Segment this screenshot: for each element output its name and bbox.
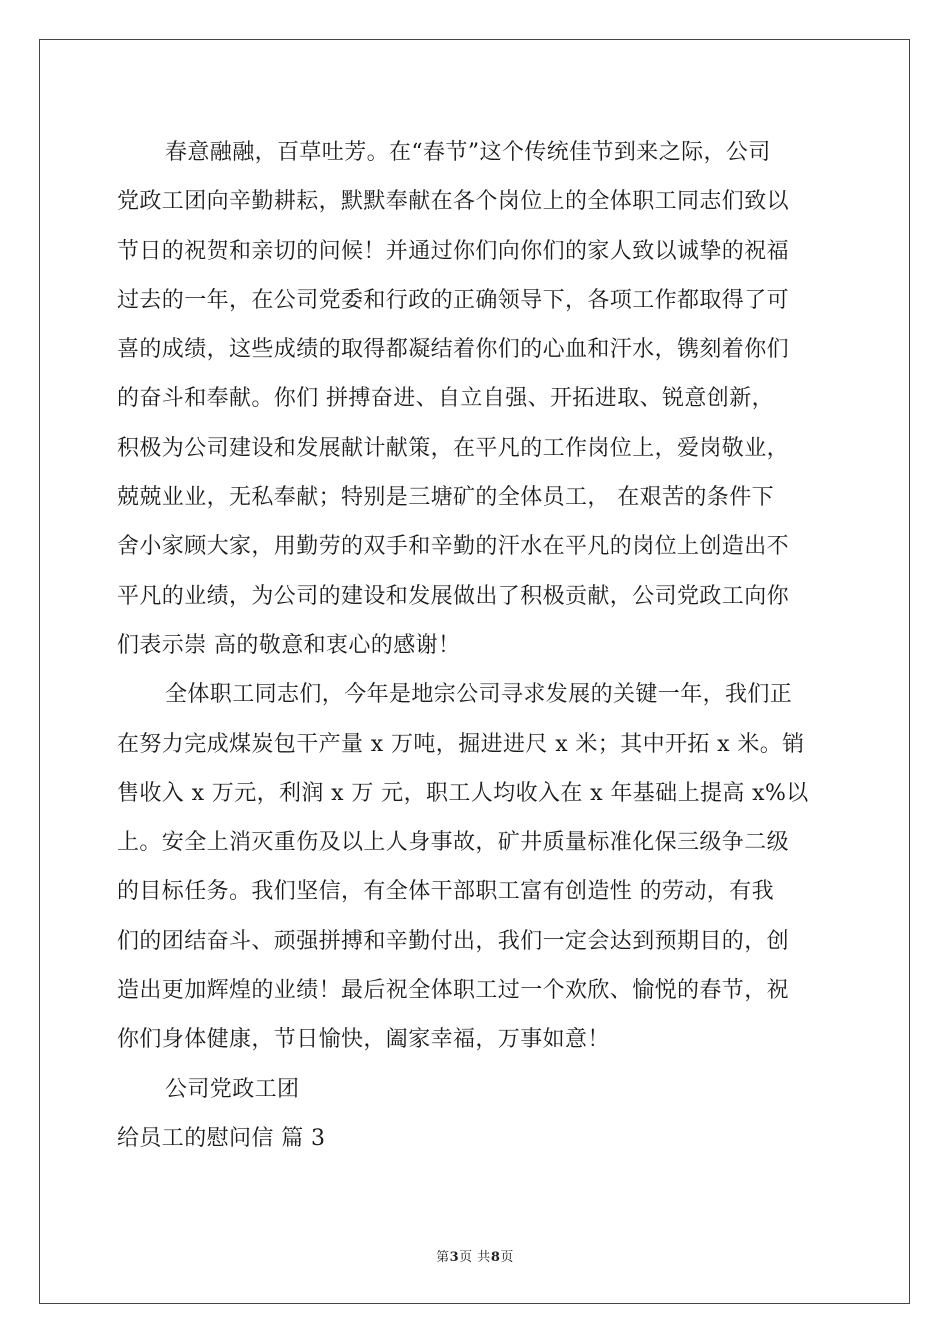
text-line: 过去的一年，在公司党委和行政的正确领导下，各项工作都取得了可 (117, 287, 790, 313)
text-line: 的目标任务。我们坚信，有全体干部职工富有创造性 的劳动，有我 (117, 879, 774, 905)
page-footer (0, 1246, 950, 1265)
footer-suffix: 页 (500, 1250, 514, 1265)
text-line: 售收入 x 万元，利润 x 万 元，职工人均收入在 x 年基础上提高 x%以 (117, 780, 809, 806)
text-line: 平凡的业绩，为公司的建设和发展做出了积极贡献，公司党政工向你 (117, 583, 790, 609)
text-line: 上。安全上消灭重伤及以上人身事故，矿井质量标准化保三级争二级 (117, 830, 790, 856)
text-line: 造出更加辉煌的业绩！最后祝全体职工过一个欢欣、愉悦的春节，祝 (117, 978, 790, 1004)
text-line: 党政工团向辛勤耕耘，默默奉献在各个岗位上的全体职工同志们致以 (117, 189, 790, 215)
current-page-number: 3 (449, 1250, 460, 1265)
document-body (117, 128, 835, 1163)
text-line: 舍小家顾大家，用勤劳的双手和辛勤的汗水在平凡的岗位上创造出不 (117, 534, 790, 560)
footer-prefix: 第 (436, 1250, 450, 1265)
text-line: 喜的成绩，这些成绩的取得都凝结着你们的心血和汗水，镌刻着你们 (117, 337, 790, 363)
text-line: 积极为公司建设和发展献计献策，在平凡的工作岗位上，爱岗敬业， (117, 435, 790, 461)
text-line: 全体职工同志们，今年是地宗公司寻求发展的关键一年，我们正 (165, 682, 793, 708)
text-line: 在努力完成煤炭包干产量 x 万吨，掘进进尺 x 米；其中开拓 x 米。销 (117, 731, 805, 757)
text-line: 们表示崇 高的敬意和衷心的感谢！ (117, 632, 461, 658)
total-pages-number: 8 (490, 1250, 501, 1265)
text-line: 你们身体健康，节日愉快，阖家幸福，万事如意！ (117, 1027, 610, 1053)
footer-middle: 页 共 (459, 1250, 491, 1265)
text-line: 们的团结奋斗、顽强拼搏和辛勤付出，我们一定会达到预期目的，创 (117, 928, 790, 954)
text-line: 公司党政工团 (165, 1076, 300, 1102)
text-line: 春意融融，百草吐芳。在“春节”这个传统佳节到来之际，公司 (165, 140, 771, 165)
text-line: 给员工的慰问信 篇 3 (117, 1125, 326, 1151)
text-line: 兢兢业业，无私奉献；特别是三塘矿的全体员工， 在艰苦的条件下 (117, 485, 774, 511)
text-line: 节日的祝贺和亲切的问候！并通过你们向你们的家人致以诚挚的祝福 (117, 238, 790, 264)
text-line: 的奋斗和奉献。你们 拼搏奋进、自立自强、开拓进取、锐意创新， (117, 386, 774, 412)
